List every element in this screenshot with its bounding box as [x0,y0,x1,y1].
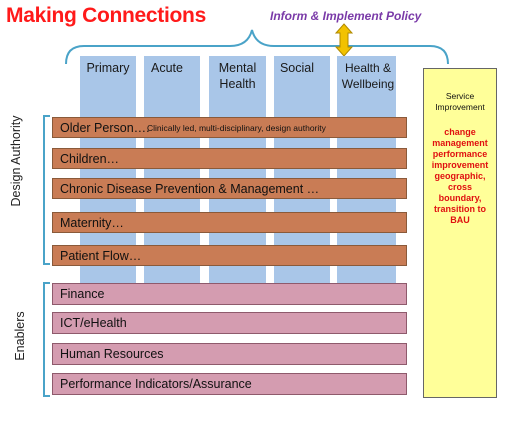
enabler-row-performance: Performance Indicators/Assurance [52,373,407,395]
policy-label: Inform & Implement Policy [270,9,422,23]
policy-arrow [336,24,352,56]
design-row-chronic-disease: Chronic Disease Prevention & Management … [52,178,407,199]
design-authority-label: Design Authority [9,115,23,207]
service-improvement-title: Service Improvement [435,91,485,112]
enabler-row-ict: ICT/eHealth [52,312,407,334]
design-row-older-person: Older Person…. Clinically led, multi-disciplinary, design authority [52,117,407,138]
design-row-patient-flow: Patient Flow… [52,245,407,266]
design-row-note: Clinically led, multi-disciplinary, design authority [147,123,326,133]
service-improvement-body: change management performance improvement geographic, cross boundary, transition to BAU [431,127,489,225]
enablers-bracket [44,283,50,396]
design-authority-bracket [44,116,50,264]
enabler-row-hr: Human Resources [52,343,407,365]
enabler-row-finance: Finance [52,283,407,305]
enablers-label: Enablers [13,311,27,361]
column-label: Health & Wellbeing [341,61,395,91]
design-row-maternity: Maternity… [52,212,407,233]
column-label: Mental Health [218,61,257,91]
column-label: Acute [151,61,183,75]
column-label: Social [279,61,315,75]
design-row-children: Children… [52,148,407,169]
diagram-title: Making Connections [6,4,206,27]
service-improvement-box [423,68,497,398]
column-label: Primary [86,61,130,75]
